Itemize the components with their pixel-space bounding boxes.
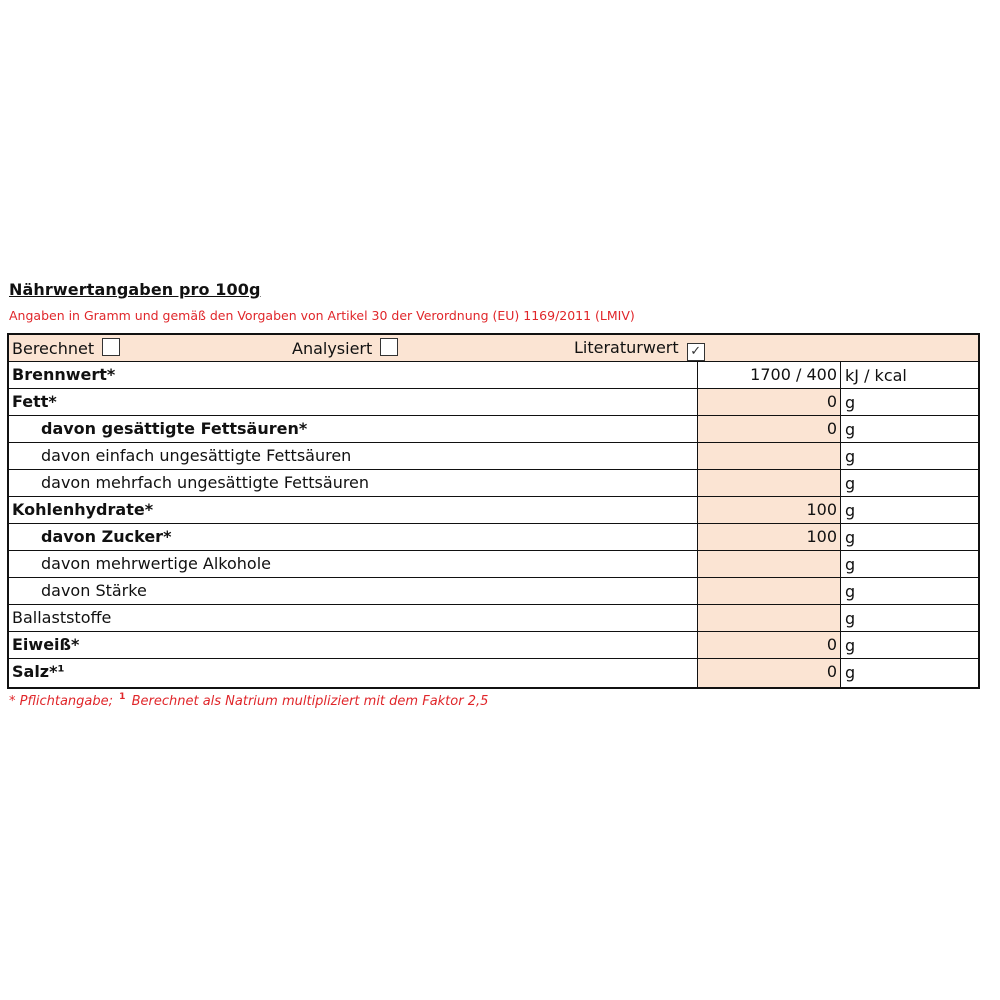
footnote-mandatory: * Pflichtangabe; <box>9 694 114 709</box>
row-value: 0 <box>826 662 837 681</box>
row-label: davon mehrfach ungesättigte Fettsäuren <box>41 473 370 492</box>
table-row <box>9 524 978 551</box>
table-row <box>9 497 978 524</box>
footnote-marker: 1 <box>119 692 126 702</box>
check-icon: ✓ <box>690 344 702 359</box>
row-unit: g <box>845 420 856 439</box>
method-row <box>9 335 978 362</box>
row-unit: g <box>845 555 856 574</box>
row-label: Brennwert* <box>12 365 116 384</box>
row-label: Ballaststoffe <box>12 608 112 627</box>
value-cell <box>697 659 841 687</box>
subtitle: Angaben in Gramm und gemäß den Vorgaben von Artikel 30 der Verordnung (EU) 1169/2011 (LMIV) <box>9 308 635 323</box>
value-cell <box>697 389 841 415</box>
footnote <box>9 692 488 709</box>
row-unit: g <box>845 501 856 520</box>
row-label: davon gesättigte Fettsäuren* <box>41 419 308 438</box>
table-row <box>9 389 978 416</box>
row-label: davon Stärke <box>41 581 147 600</box>
checkbox-literaturwert[interactable] <box>687 343 705 361</box>
value-cell <box>697 362 841 388</box>
row-value: 100 <box>806 527 837 546</box>
row-value: 1700 / 400 <box>750 365 837 384</box>
method-literaturwert <box>574 338 705 361</box>
row-unit: g <box>845 474 856 493</box>
value-cell <box>697 551 841 577</box>
row-unit: kJ / kcal <box>845 366 907 385</box>
row-label: Kohlenhydrate* <box>12 500 154 519</box>
nutrition-table <box>7 333 980 689</box>
value-cell <box>697 416 841 442</box>
row-unit: g <box>845 609 856 628</box>
checkbox-berechnet[interactable] <box>102 338 120 356</box>
value-cell <box>697 605 841 631</box>
table-row <box>9 551 978 578</box>
value-cell <box>697 497 841 523</box>
row-unit: g <box>845 582 856 601</box>
row-unit: g <box>845 663 856 682</box>
row-label: Fett* <box>12 392 57 411</box>
table-row <box>9 362 978 389</box>
table-row <box>9 578 978 605</box>
row-value: 0 <box>826 419 837 438</box>
method-analysiert <box>292 338 398 358</box>
page-title: Nährwertangaben pro 100g <box>9 280 261 299</box>
method-label: Analysiert <box>292 339 373 358</box>
value-cell <box>697 578 841 604</box>
row-label: Eiweiß* <box>12 635 80 654</box>
table-row <box>9 416 978 443</box>
method-berechnet <box>12 338 120 358</box>
footnote-sodium: Berechnet als Natrium multipliziert mit dem Faktor 2,5 <box>131 694 489 709</box>
row-label: Salz*¹ <box>12 662 65 681</box>
method-label: Literaturwert <box>574 338 679 357</box>
row-value: 100 <box>806 500 837 519</box>
row-value: 0 <box>826 635 837 654</box>
row-unit: g <box>845 528 856 547</box>
row-unit: g <box>845 636 856 655</box>
value-cell <box>697 632 841 658</box>
value-cell <box>697 443 841 469</box>
table-row <box>9 443 978 470</box>
row-label: davon Zucker* <box>41 527 172 546</box>
row-label: davon einfach ungesättigte Fettsäuren <box>41 446 352 465</box>
table-row <box>9 605 978 632</box>
row-label: davon mehrwertige Alkohole <box>41 554 271 573</box>
row-value: 0 <box>826 392 837 411</box>
table-row <box>9 470 978 497</box>
value-cell <box>697 470 841 496</box>
method-label: Berechnet <box>12 339 95 358</box>
value-cell <box>697 524 841 550</box>
row-unit: g <box>845 393 856 412</box>
table-row <box>9 632 978 659</box>
checkbox-analysiert[interactable] <box>380 338 398 356</box>
table-row <box>9 659 978 687</box>
row-unit: g <box>845 447 856 466</box>
